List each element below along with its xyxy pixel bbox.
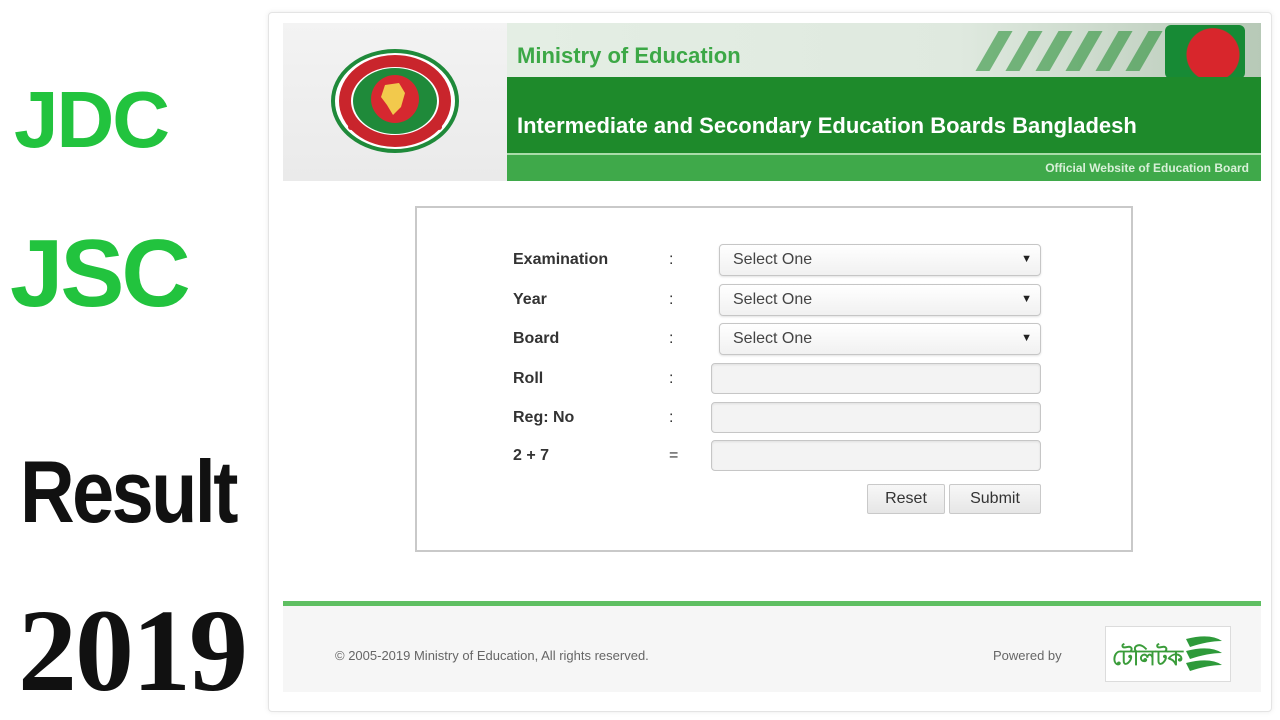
year-select[interactable] xyxy=(719,284,1041,316)
boards-title: Intermediate and Secondary Education Boards Bangladesh xyxy=(517,113,1137,138)
roll-label: Roll xyxy=(513,370,544,387)
examination-select-value: Select One xyxy=(733,251,813,268)
examination-separator: : xyxy=(669,251,674,268)
government-seal-icon xyxy=(331,49,459,153)
powered-by-label: Powered by xyxy=(993,648,1062,663)
teletalk-logo-text: টেলিটক xyxy=(1112,645,1183,670)
form-row-reg-no xyxy=(417,402,1135,434)
site-header xyxy=(283,23,1261,181)
header-banner xyxy=(507,23,1261,181)
logo-area xyxy=(283,23,507,181)
board-select-value: Select One xyxy=(733,330,813,347)
form-row-roll xyxy=(417,363,1135,395)
submit-button[interactable]: Submit xyxy=(949,484,1041,514)
overlay-title-jdc: JDC xyxy=(14,75,169,164)
result-form xyxy=(415,206,1133,552)
teletalk-swoosh-icon xyxy=(1180,631,1226,677)
form-row-board xyxy=(417,323,1135,355)
board-select[interactable] xyxy=(719,323,1041,355)
banner-subtitle-bar xyxy=(507,153,1261,181)
banner-decoration xyxy=(507,23,1261,77)
overlay-title-year: 2019 xyxy=(18,585,246,716)
official-website-label: Official Website of Education Board xyxy=(1045,161,1249,175)
result-page xyxy=(268,12,1272,712)
dropdown-arrow-icon: ▼ xyxy=(1021,253,1032,265)
captcha-question-label: 2 + 7 xyxy=(513,447,550,464)
flag-icon xyxy=(1165,25,1245,77)
year-separator: : xyxy=(669,291,674,308)
reg-no-input[interactable] xyxy=(711,402,1041,433)
reg-no-separator: : xyxy=(669,409,674,426)
ministry-title: Ministry of Education xyxy=(517,43,741,68)
form-row-captcha xyxy=(417,440,1135,472)
board-label: Board xyxy=(513,330,560,347)
form-row-examination xyxy=(417,244,1135,276)
copyright-text: © 2005-2019 Ministry of Education, All rights reserved. xyxy=(335,648,649,663)
year-label: Year xyxy=(513,291,547,308)
examination-select[interactable] xyxy=(719,244,1041,276)
site-footer xyxy=(283,606,1261,692)
form-row-year xyxy=(417,284,1135,316)
dropdown-arrow-icon: ▼ xyxy=(1021,332,1032,344)
teletalk-logo-icon[interactable] xyxy=(1105,626,1231,682)
captcha-separator: = xyxy=(669,447,679,464)
dropdown-arrow-icon: ▼ xyxy=(1021,293,1032,305)
captcha-answer-input[interactable] xyxy=(711,440,1041,471)
overlay-title-jsc: JSC xyxy=(10,220,188,327)
year-select-value: Select One xyxy=(733,291,813,308)
roll-input[interactable] xyxy=(711,363,1041,394)
overlay-title-result: Result xyxy=(20,442,236,541)
reg-no-label: Reg: No xyxy=(513,409,575,426)
roll-separator: : xyxy=(669,370,674,387)
board-separator: : xyxy=(669,330,674,347)
reset-button[interactable]: Reset xyxy=(867,484,945,514)
examination-label: Examination xyxy=(513,251,609,268)
